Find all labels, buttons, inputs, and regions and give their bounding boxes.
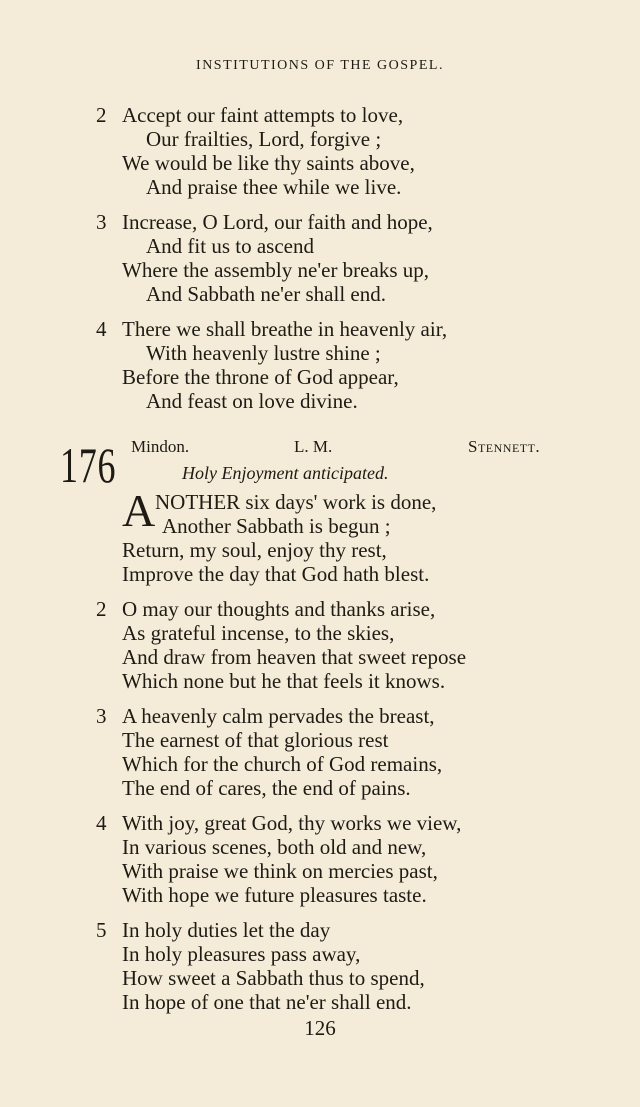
stanza-number: 2 [96,103,107,127]
tune-name: Mindon. [131,437,190,456]
verse-line: NOTHER six days' work is done, [155,490,437,514]
verse-line: We would be like thy saints above, [122,151,415,175]
verse-line: Improve the day that God hath blest. [122,562,430,586]
verse-line: There we shall breathe in heavenly air, [122,317,448,341]
verse-line: Our frailties, Lord, forgive ; [146,127,382,151]
verse-line: Where the assembly ne'er breaks up, [122,258,429,282]
stanza-number: 4 [96,317,107,341]
verse-line: And feast on love divine. [146,389,358,413]
verse-line: And praise thee while we live. [146,175,402,199]
meter: L. M. [294,437,333,456]
stanza-number: 2 [96,597,107,621]
stanza-number: 3 [96,704,107,728]
verse-line: As grateful incense, to the skies, [122,621,395,645]
verse-line: Increase, O Lord, our faith and hope, [122,210,433,234]
verse-line: With heavenly lustre shine ; [146,341,381,365]
verse-line: O may our thoughts and thanks arise, [122,597,436,621]
verse-line: In various scenes, both old and new, [122,835,427,859]
verse-line: With praise we think on mercies past, [122,859,438,883]
verse-line: A heavenly calm pervades the breast, [122,704,435,728]
verse-line: With joy, great God, thy works we view, [122,811,462,835]
stanza-number: 3 [96,210,107,234]
drop-cap: A [122,485,156,536]
verse-line: The earnest of that glorious rest [122,728,389,752]
verse-line: The end of cares, the end of pains. [122,776,411,800]
running-header: INSTITUTIONS OF THE GOSPEL. [196,58,444,73]
hymn-title: Holy Enjoyment anticipated. [182,463,389,483]
verse-line: With hope we future pleasures taste. [122,883,427,907]
verse-line: Before the throne of God appear, [122,365,399,389]
page-number: 126 [304,1016,336,1040]
verse-line: Accept our faint attempts to love, [122,103,404,127]
verse-line: And draw from heaven that sweet repose [122,645,467,669]
verse-line: Which none but he that feels it knows. [122,669,446,693]
verse-line: Return, my soul, enjoy thy rest, [122,538,387,562]
stanza-number: 4 [96,811,107,835]
verse-line: And Sabbath ne'er shall end. [146,282,386,306]
verse-line: In holy duties let the day [122,918,331,942]
verse-line: Another Sabbath is begun ; [162,514,391,538]
verse-line: In hope of one that ne'er shall end. [122,990,412,1014]
stanza-number: 5 [96,918,107,942]
author: Stennett. [468,437,541,456]
verse-line: And fit us to ascend [146,234,314,258]
verse-line: Which for the church of God remains, [122,752,443,776]
verse-line: In holy pleasures pass away, [122,942,361,966]
verse-line: How sweet a Sabbath thus to spend, [122,966,425,990]
hymn-number: 176 [60,437,117,493]
